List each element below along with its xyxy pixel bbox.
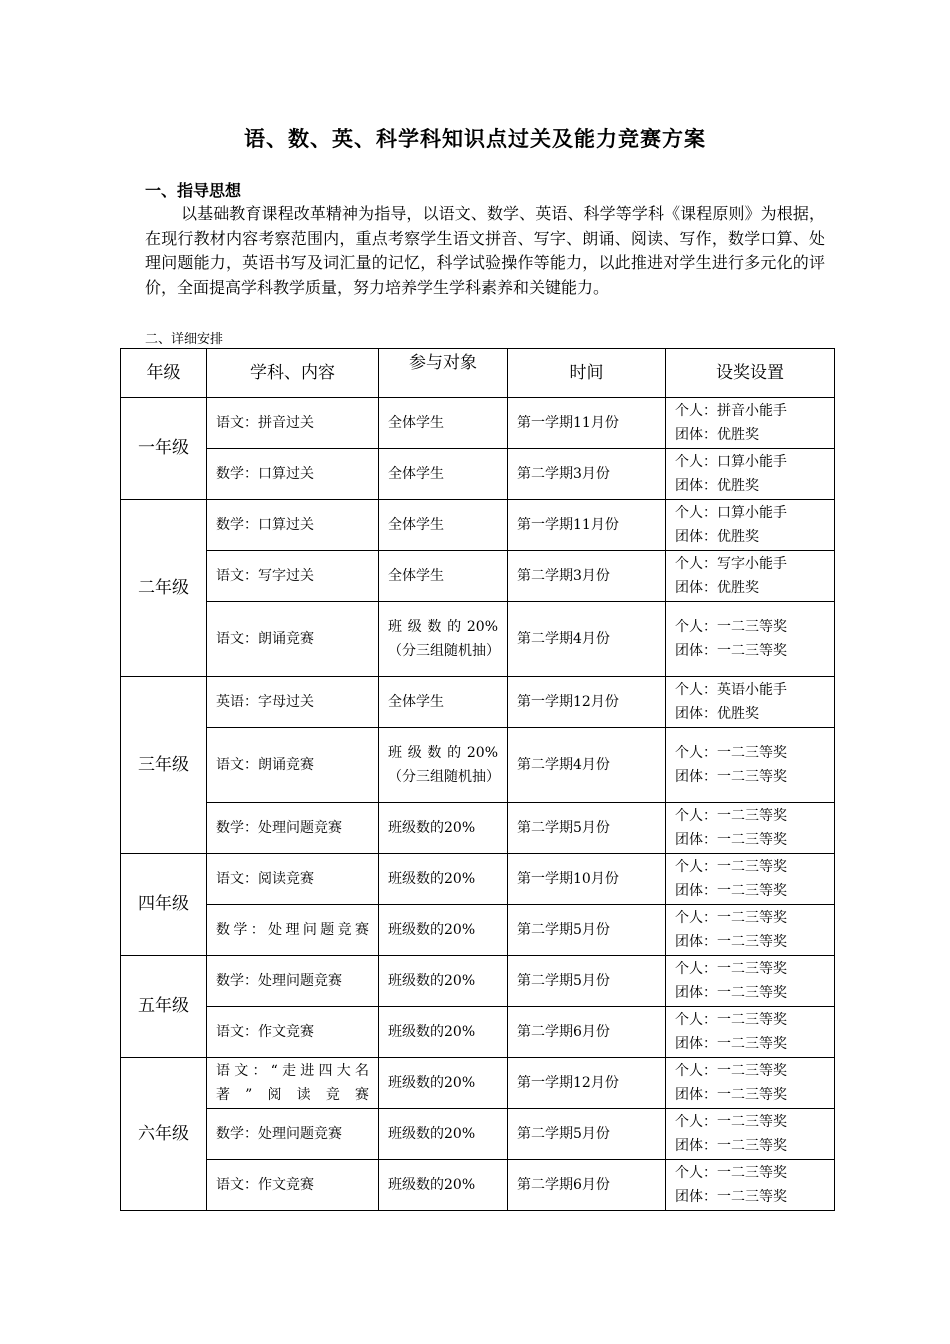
- header-grade: 年级: [121, 349, 207, 398]
- award-team: 团体：一二三等奖: [675, 1036, 787, 1052]
- award-cell: [666, 956, 835, 1007]
- award-individual: 个人：一二三等奖: [675, 744, 787, 761]
- time-cell: 第二学期4月份: [508, 728, 666, 803]
- award-individual: 个人：口算小能手: [675, 504, 787, 521]
- award-individual: 个人：口算小能手: [675, 453, 787, 470]
- award-cell: [666, 1109, 835, 1160]
- award-individual: 个人：一二三等奖: [675, 909, 787, 926]
- award-cell: [666, 449, 835, 500]
- table-row: [121, 1109, 835, 1160]
- subject-cell: 语文：拼音过关: [207, 398, 379, 449]
- time-cell: 第一学期11月份: [508, 398, 666, 449]
- target-cell: 班级数的20%: [379, 803, 508, 854]
- table-row: [121, 1160, 835, 1211]
- target-cell: 全体学生: [379, 500, 508, 551]
- award-individual: 个人：英语小能手: [675, 681, 787, 698]
- time-cell: 第二学期5月份: [508, 803, 666, 854]
- subject-cell: 语文：阅读竞赛: [207, 854, 379, 905]
- table-row: [121, 551, 835, 602]
- table-header-row: [121, 349, 835, 398]
- target-cell: 班级数的20%: [379, 854, 508, 905]
- award-cell: [666, 677, 835, 728]
- award-team: 团体：一二三等奖: [675, 769, 787, 785]
- award-individual: 个人：一二三等奖: [675, 807, 787, 824]
- award-team: 团体：优胜奖: [675, 529, 759, 545]
- subject-cell: 英语：字母过关: [207, 677, 379, 728]
- target-cell: 全体学生: [379, 551, 508, 602]
- target-cell: 班级数的20%: [379, 956, 508, 1007]
- time-cell: 第二学期3月份: [508, 449, 666, 500]
- award-team: 团体：一二三等奖: [675, 985, 787, 1001]
- award-cell: [666, 602, 835, 677]
- table-row: [121, 905, 835, 956]
- table-row: [121, 854, 835, 905]
- plan-table: [120, 348, 835, 1211]
- grade-cell: 三年级: [121, 677, 207, 854]
- section-heading-guiding-ideology: 一、指导思想: [145, 181, 242, 200]
- table-row: [121, 728, 835, 803]
- award-team: 团体：一二三等奖: [675, 1189, 787, 1205]
- award-team: 团体：一二三等奖: [675, 1138, 787, 1154]
- header-target: 参与对象: [379, 349, 508, 398]
- award-team: 团体：一二三等奖: [675, 1087, 787, 1103]
- table-row: [121, 956, 835, 1007]
- target-cell: 全体学生: [379, 677, 508, 728]
- time-cell: 第二学期6月份: [508, 1160, 666, 1211]
- target-cell: 班级数的20%: [379, 905, 508, 956]
- subject-cell: 数学：处理问题竞赛: [207, 956, 379, 1007]
- award-team: 团体：优胜奖: [675, 427, 759, 443]
- time-cell: 第二学期5月份: [508, 1109, 666, 1160]
- table-row: [121, 398, 835, 449]
- table-body: [121, 398, 835, 1211]
- award-individual: 个人：一二三等奖: [675, 1011, 787, 1028]
- award-cell: [666, 854, 835, 905]
- time-cell: 第一学期12月份: [508, 1058, 666, 1109]
- subject-cell: 语文：朗诵竞赛: [207, 602, 379, 677]
- award-cell: [666, 1160, 835, 1211]
- target-cell: 班级数的20%: [379, 1160, 508, 1211]
- header-time: 时间: [508, 349, 666, 398]
- award-individual: 个人：拼音小能手: [675, 402, 787, 419]
- header-subject: 学科、内容: [207, 349, 379, 398]
- subject-cell: 语文：“走进四大名著”阅读竞赛: [207, 1058, 379, 1109]
- award-team: 团体：一二三等奖: [675, 643, 787, 659]
- award-team: 团体：一二三等奖: [675, 832, 787, 848]
- subject-cell: 语文：作文竞赛: [207, 1007, 379, 1058]
- award-individual: 个人：一二三等奖: [675, 618, 787, 635]
- time-cell: 第二学期6月份: [508, 1007, 666, 1058]
- award-team: 团体：优胜奖: [675, 580, 759, 596]
- subject-cell: 语文：写字过关: [207, 551, 379, 602]
- award-cell: [666, 500, 835, 551]
- section-paragraph: 以基础教育课程改革精神为指导，以语文、数学、英语、科学等学科《课程原则》为根据，在现行教材内容考察范围内，重点考察学生语文拼音、写字、朗诵、阅读、写作，数学口算、处理问题能力，英语书写及词汇量的记忆，科学试验操作等能力，以此推进对学生进行多元化的评价，全面提高学科教学质量，努力培养学生学科素养和关键能力。: [145, 204, 825, 297]
- award-team: 团体：优胜奖: [675, 478, 759, 494]
- award-cell: [666, 551, 835, 602]
- subject-cell: 语文：朗诵竞赛: [207, 728, 379, 803]
- award-individual: 个人：一二三等奖: [675, 1113, 787, 1130]
- subject-cell: 数学：口算过关: [207, 500, 379, 551]
- award-cell: [666, 803, 835, 854]
- table-row: [121, 1058, 835, 1109]
- target-cell: 全体学生: [379, 398, 508, 449]
- subject-cell: 数学：处理问题竞赛: [207, 803, 379, 854]
- table-row: [121, 803, 835, 854]
- subject-cell: 数学：处理问题竞赛: [207, 905, 379, 956]
- time-cell: 第二学期5月份: [508, 905, 666, 956]
- table-row: [121, 500, 835, 551]
- time-cell: 第二学期5月份: [508, 956, 666, 1007]
- time-cell: 第二学期4月份: [508, 602, 666, 677]
- grade-cell: 二年级: [121, 500, 207, 677]
- award-cell: [666, 1007, 835, 1058]
- grade-cell: 一年级: [121, 398, 207, 500]
- document-title: 语、数、英、科学科知识点过关及能力竞赛方案: [244, 127, 706, 151]
- target-cell: 班级数的20%（分三组随机抽）: [379, 728, 508, 803]
- subject-cell: 数学：口算过关: [207, 449, 379, 500]
- award-individual: 个人：一二三等奖: [675, 858, 787, 875]
- award-cell: [666, 398, 835, 449]
- table-row: [121, 677, 835, 728]
- award-team: 团体：一二三等奖: [675, 934, 787, 950]
- time-cell: 第一学期10月份: [508, 854, 666, 905]
- target-cell: 班级数的20%: [379, 1007, 508, 1058]
- target-cell: 班级数的20%: [379, 1109, 508, 1160]
- award-team: 团体：优胜奖: [675, 706, 759, 722]
- table-row: [121, 1007, 835, 1058]
- award-individual: 个人：一二三等奖: [675, 1164, 787, 1181]
- header-award: 设奖设置: [666, 349, 835, 398]
- award-cell: [666, 905, 835, 956]
- award-individual: 个人：一二三等奖: [675, 960, 787, 977]
- table-row: [121, 449, 835, 500]
- target-cell: 班级数的20%（分三组随机抽）: [379, 602, 508, 677]
- grade-cell: 四年级: [121, 854, 207, 956]
- target-cell: 全体学生: [379, 449, 508, 500]
- time-cell: 第一学期12月份: [508, 677, 666, 728]
- award-individual: 个人：写字小能手: [675, 555, 787, 572]
- table-row: [121, 602, 835, 677]
- time-cell: 第一学期11月份: [508, 500, 666, 551]
- subject-cell: 语文：作文竞赛: [207, 1160, 379, 1211]
- award-cell: [666, 1058, 835, 1109]
- award-individual: 个人：一二三等奖: [675, 1062, 787, 1079]
- award-cell: [666, 728, 835, 803]
- award-team: 团体：一二三等奖: [675, 883, 787, 899]
- grade-cell: 五年级: [121, 956, 207, 1058]
- time-cell: 第二学期3月份: [508, 551, 666, 602]
- target-cell: 班级数的20%: [379, 1058, 508, 1109]
- grade-cell: 六年级: [121, 1058, 207, 1211]
- section-heading-detailed-plan: 二、详细安排: [145, 332, 224, 347]
- subject-cell: 数学：处理问题竞赛: [207, 1109, 379, 1160]
